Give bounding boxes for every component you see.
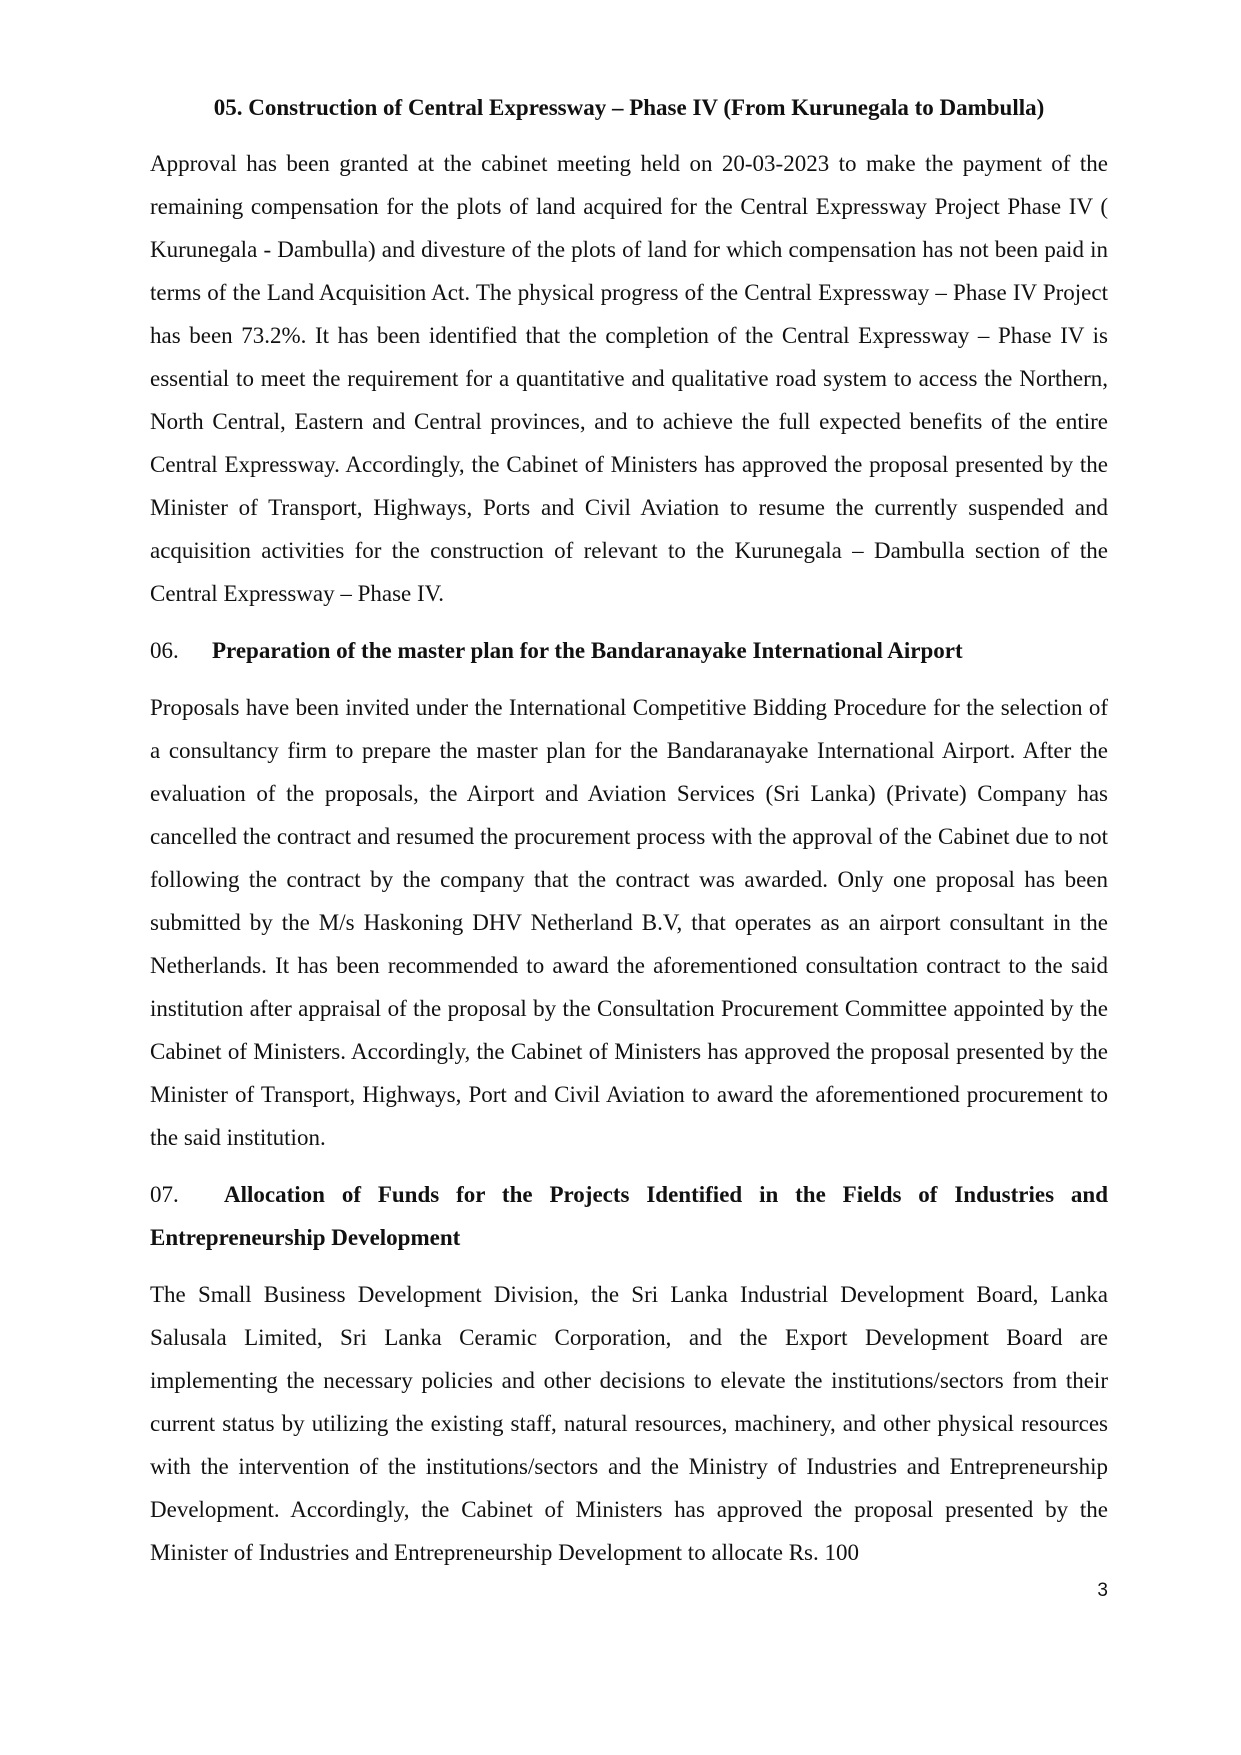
document-page: [150, 92, 1108, 1588]
section-06-title: Preparation of the master plan for the Bandaranayake International Airport: [212, 638, 963, 663]
section-07-title: Allocation of Funds for the Projects Identified in the Fields of Industries and Entrepreneurship Development: [150, 1182, 1108, 1250]
section-06-heading: [150, 629, 1108, 672]
section-06-number: 06.: [150, 638, 179, 663]
section-07-heading: [150, 1173, 1108, 1259]
page-number: 3: [1097, 1580, 1108, 1601]
section-05-title: 05. Construction of Central Expressway – Phase IV (From Kurunegala to Dambulla): [213, 95, 1045, 120]
section-07-number: 07.: [150, 1182, 179, 1207]
section-06-body: Proposals have been invited under the International Competitive Bidding Procedure for the selection of a consultancy firm to prepare the master plan for the Bandaranayake International Airport. After the evaluation of the proposals, the Airport and Aviation Services (Sri Lanka) (Private) Company has cancelled the contract and resumed the procurement process with the approval of the Cabinet due to not following the contract by the company that the contract was awarded. Only one proposal has been submitted by the M/s Haskoning DHV Netherland B.V, that operates as an airport consultant in the Netherlands. It has been recommended to award the aforementioned consultation contract to the said institution after appraisal of the proposal by the Consultation Procurement Committee appointed by the Cabinet of Ministers. Accordingly, the Cabinet of Ministers has approved the proposal presented by the Minister of Transport, Highways, Port and Civil Aviation to award the aforementioned procurement to the said institution.: [150, 695, 1108, 1150]
section-07-body: The Small Business Development Division, the Sri Lanka Industrial Development Board, Lanka Salusala Limited, Sri Lanka Ceramic Corporation, and the Export Development Board are implementing the necessary policies and other decisions to elevate the institutions/sectors from their current status by utilizing the existing staff, natural resources, machinery, and other physical resources with the intervention of the institutions/sectors and the Ministry of Industries and Entrepreneurship Development. Accordingly, the Cabinet of Ministers has approved the proposal presented by the Minister of Industries and Entrepreneurship Development to allocate Rs. 100: [150, 1282, 1108, 1565]
section-05-body: Approval has been granted at the cabinet meeting held on 20-03-2023 to make the payment of the remaining compensation for the plots of land acquired for the Central Expressway Project Phase IV ( Kurunegala - Dambulla) and divesture of the plots of land for which compensation has not been paid in terms of the Land Acquisition Act. The physical progress of the Central Expressway – Phase IV Project has been 73.2%. It has been identified that the completion of the Central Expressway – Phase IV is essential to meet the requirement for a quantitative and qualitative road system to access the Northern, North Central, Eastern and Central provinces, and to achieve the full expected benefits of the entire Central Expressway. Accordingly, the Cabinet of Ministers has approved the proposal presented by the Minister of Transport, Highways, Ports and Civil Aviation to resume the currently suspended and acquisition activities for the construction of relevant to the Kurunegala – Dambulla section of the Central Expressway – Phase IV.: [150, 151, 1108, 606]
